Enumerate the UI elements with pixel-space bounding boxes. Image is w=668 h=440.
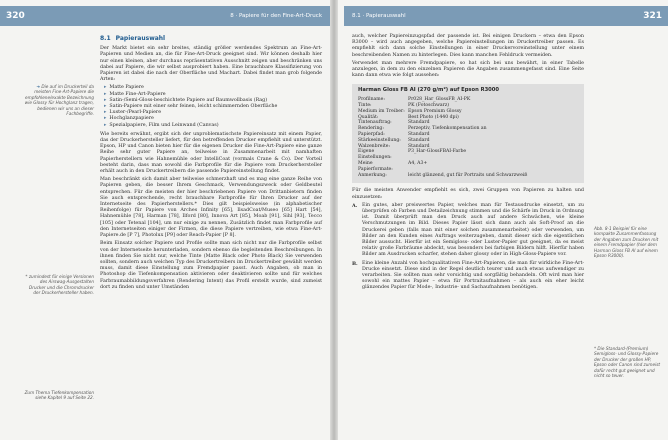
list-item: ▸ Matte Papiere bbox=[104, 85, 322, 91]
section-title: Papierauswahl bbox=[115, 35, 166, 42]
settings-row: Meine Papierformate: A4, A3+ bbox=[358, 160, 428, 172]
list-item: A. Ein gutes, aber preiswertes Papier, welches man für Testausdrucke einsetzt, um zu überprüfen ob Farben und Detailzeichnung stimmen und die Schärfe im Druck in Ordnung ist. Damit überprüft man den Druck auch auf andere Schwächen, wie kleine Verschmutzungen im Bild. Dieses Papier lässt sich dann auch als Soft-Proof an die Druckerei geben (falls man mit einer solchen zusammenarbeitet) oder verwenden, um Bilder an den Kunden eines Auftrags weiterzugeben, damit dieser sich die eigentlichen Bilder aussucht. Hierfür ist ein Semigloss- oder Luster-Papier gut geeignet, da es meist relativ große Farbräume abdeckt, was besonders bei farbigen Bildern hilft. Hierfür haben Bilder am Ausdrucken scharfer, stehen daher glossy oder in High-Gloss-Papiere vor. bbox=[352, 202, 584, 258]
settings-row: Qualität: Best Photo (1440 dpi) bbox=[358, 114, 459, 120]
right-page-header bbox=[344, 6, 668, 26]
settings-row: Papierpfad: Standard bbox=[358, 132, 430, 137]
settings-row: Profilname: Pr028_Har_GlossFB_AI-PK bbox=[358, 97, 471, 103]
left-page bbox=[0, 0, 332, 440]
body-paragraph: Wie bereits erwähnt, ergibt sich der unproblematischste Papiereinsatz mit einem Papier, das der Druckerhersteller liefert, für den betreffenden Drucker empfiehlt und unterstützt. Epson, HP und Canon bieten hier für die eigenen Drucker die Fine-Art-Papiere eine ganze Reihe sehr guter Papiere an, teilweise in Zusammenarbeit mit namhaften Papierherstellern wie Hahnemühle oder IntelliCoat (vormals Crane & Co). Der Vorteil besteht darin, dass man sowohl die Farbprofile für die Papiere vom Druckerhersteller erhält auch in den Druckertreibern die passende Papiereinstellung findet. bbox=[100, 131, 322, 175]
right-body-text bbox=[352, 34, 584, 295]
left-margin-note-3: Zum Thema Tiefenkompensation siehe Kapitel 9 auf Seite 22. bbox=[24, 390, 94, 401]
figure-caption: Abb. 8-1 Beispiel für eine kompakte Zusammenfassung der Angaben zum Drucken mit einem Fremdpapier (hier dem Harman Gloss FB AI auf einem Epson R3000). bbox=[594, 226, 659, 259]
body-paragraph: Beim Einsatz solcher Papiere und Profile sollte man sich nicht nur die Farbprofile selbst von der Internetseite herunterladen, sondern ebenso die begleitenden Beschreibungen. In ihnen finden Sie nicht nur, welche Tinte (Matte Black oder Photo Black) Sie verwenden sollten, sondern auch welchen Typ des Druckertreibers im Druckertreiber gewählt werden muss, damit diese Einstellung zum Fremdpapier passt. Auch Angaben, ob man in Photoshop die Tiefenkompensation aktivieren oder deaktivieren sollte und für welches Farbraumabbildungsverfahren (Rendering Intent) das Profil erstellt wurde, sind zumeist dort zu finden und unter Umständen bbox=[100, 241, 322, 290]
settings-row: Walzenbreite: Standard bbox=[358, 143, 430, 149]
body-paragraph: Für die meisten Anwender empfiehlt es sich, zwei Gruppen von Papieren zu halten und einzusetzen: bbox=[352, 188, 584, 200]
list-item: ▸ Matte Fine-Art-Papiere bbox=[104, 92, 322, 98]
paper-groups-list bbox=[352, 203, 584, 292]
body-paragraph: Verwendet man mehrere Fremdpapiere, so hat sich bei uns bewährt, in einer Tabelle anzulegen, in dem zu den einzelnen Papieren die Angaben zusammengefasst sind. Eine Seite kann dann etwa wie folgt aussehen: bbox=[352, 60, 584, 79]
left-margin-note-2: * zumindest für einige Versionen des Airswag-Ausgestalten Drucker und die Chromdrucker der Druckerhersteller haben. bbox=[25, 274, 94, 296]
settings-row: Tintenauftrag: Standard bbox=[358, 120, 430, 126]
section-heading bbox=[100, 36, 322, 42]
left-body-text bbox=[100, 34, 322, 293]
body-paragraph: Man beschränkt sich damit aber teilweise schmerzhaft und es mag eine ganze Reihe von Papieren geben, die besser Ihrem Geschmack, Verwendungszweck oder Geldbeutel entsprechen. Für die meisten der hier beschriebenen Papiere von Drittanbietern finden Sie auch entsprechende, recht brauchbare Farbprofile für Ihren Drucker auf der Internetseite des Papierherstellers.* Dies gilt beispielsweise (in alphabetischer Reihenfolge) für Papiere von Arches Infinity [65], IlsadCoat/Museo [65] Hart [54], Hahnemühle [78], Harman [78], Ilford [80], Innova Art [85], Moab [91], Sihl [93], Tecco [105] oder Tetenal [104], um nur einige zu nennen, Zusätzlich findet man Farbprofile auf den Internetseiten einiger der Firmen, die diese Papiere vertreiben, wie etwa Fine-Art-Papiere.de [P 7], Photolux [P9] oder Reach-Papier [P 8]. bbox=[100, 177, 322, 239]
right-page-number: 321 bbox=[643, 11, 662, 21]
left-page-header bbox=[0, 6, 330, 26]
right-margin-note: * Die Standard-(Premium) Semigloss- und Glossy-Papiere der Drucker der großen HP, Epson oder Canon sind zumeist dafür recht gut geeignet und nicht so teuer. bbox=[594, 346, 661, 379]
body-paragraph: auch, welcher Papiereinzugspfad der passende ist. Bei einigen Druckern – etwa den Epson R3000 – wird auch angegeben, welche Papiereinstellungen im Druckertreiber passen. Es empfiehlt sich dann solche Einstellungen in einer Druckervoreinstellung unter einem beschreibenden Namen zu hinterlegen. Dies kann manchen Fehldruck vermeiden. bbox=[352, 34, 584, 58]
settings-row: Stärkeeinstellung: Standard bbox=[358, 137, 430, 143]
settings-row: Medium im Treiber: Epson Premium Glossy bbox=[358, 108, 462, 114]
settings-box-title: Harman Gloss FB AI (270 g/m²) auf Epson R3000 bbox=[358, 87, 500, 94]
list-item: ▸ Hochglanzpapiere bbox=[104, 116, 322, 122]
list-item: ▸ Luster-/Pearl-Papiere bbox=[104, 110, 322, 116]
intro-paragraph: Der Markt bietet ein sehr breites, ständig größer werdendes Spektrum an Fine-Art-Papieren und Medien an, die für Fine-Art-Druck geeignet sind. Wir können deshalb hier nur einen kleinen, aber durchaus repräsentativen Ausschnitt zeigen und beschränken uns dabei auf Papiere, die wir selbst ausprobiert haben. Eine brauchbare Klassifizierung von Papieren ist dabei die nach der Oberfläche und Machart. Dabei findet man grob folgende Arten: bbox=[100, 46, 322, 83]
settings-row: Tinte: PK (Fotoschwarz) bbox=[358, 103, 450, 109]
list-item: ▸ Satin-Papiere mit einer sehr feinen, leicht schimmernden Oberfläche bbox=[104, 104, 322, 110]
settings-row: Rendering: Perzeptiv, Tiefenkompensation an bbox=[358, 126, 487, 132]
right-running-head: 8.1 · Papierauswahl bbox=[352, 13, 406, 19]
left-margin-note-1: ➔ Die auf im Druckerteil da meisten Fine-Art-Papiere die empfohlene/exakte Bezeichnung wie Glossy für Hochglanz tragen, bedienen wir uns an dieser Fachbegriffe. bbox=[24, 84, 94, 117]
list-item: B. Eine kleine Anzahl von hochqualitativen Fine-Art-Papieren, die man für wirkliche Fine-Art-Drucke einsetzt. Diese sind in der Regel deutlich teurer und auch etwas aufwendiger zu verarbeiten. Sie sollten man sehr vorsichtig und sorgfältig behandeln. Oft wird man hier sowohl ein mattes Papier – etwa für Portraitaufnahmen – als auch ein eher leicht glänzendes Papier für Mode-, Industrie- und Sachaufnahmen benötigen. bbox=[352, 260, 584, 291]
paper-types-list bbox=[104, 85, 322, 128]
settings-row: Anmerkung: leicht glänzend, gut für Portraits und Schwarzweiß bbox=[358, 172, 528, 178]
section-number: 8.1 bbox=[100, 35, 111, 42]
settings-row: Eigene Einstellungen: P3_Har-GlossFBAI-Farbe bbox=[358, 149, 467, 161]
left-page-number: 320 bbox=[6, 11, 25, 21]
list-item: ▸ Satin-/Semi-Gloss-beschichtete Papiere auf Baumwollbasis (Rag) bbox=[104, 98, 322, 104]
left-running-head: 8 · Papiere für den Fine-Art-Druck bbox=[230, 13, 322, 19]
printer-settings-box bbox=[352, 84, 584, 183]
arrow-icon: ➔ bbox=[36, 84, 42, 89]
right-page bbox=[336, 0, 668, 440]
list-item: ▸ Spezialpapiere, Film und Leinwand (Canvas) bbox=[104, 123, 322, 129]
